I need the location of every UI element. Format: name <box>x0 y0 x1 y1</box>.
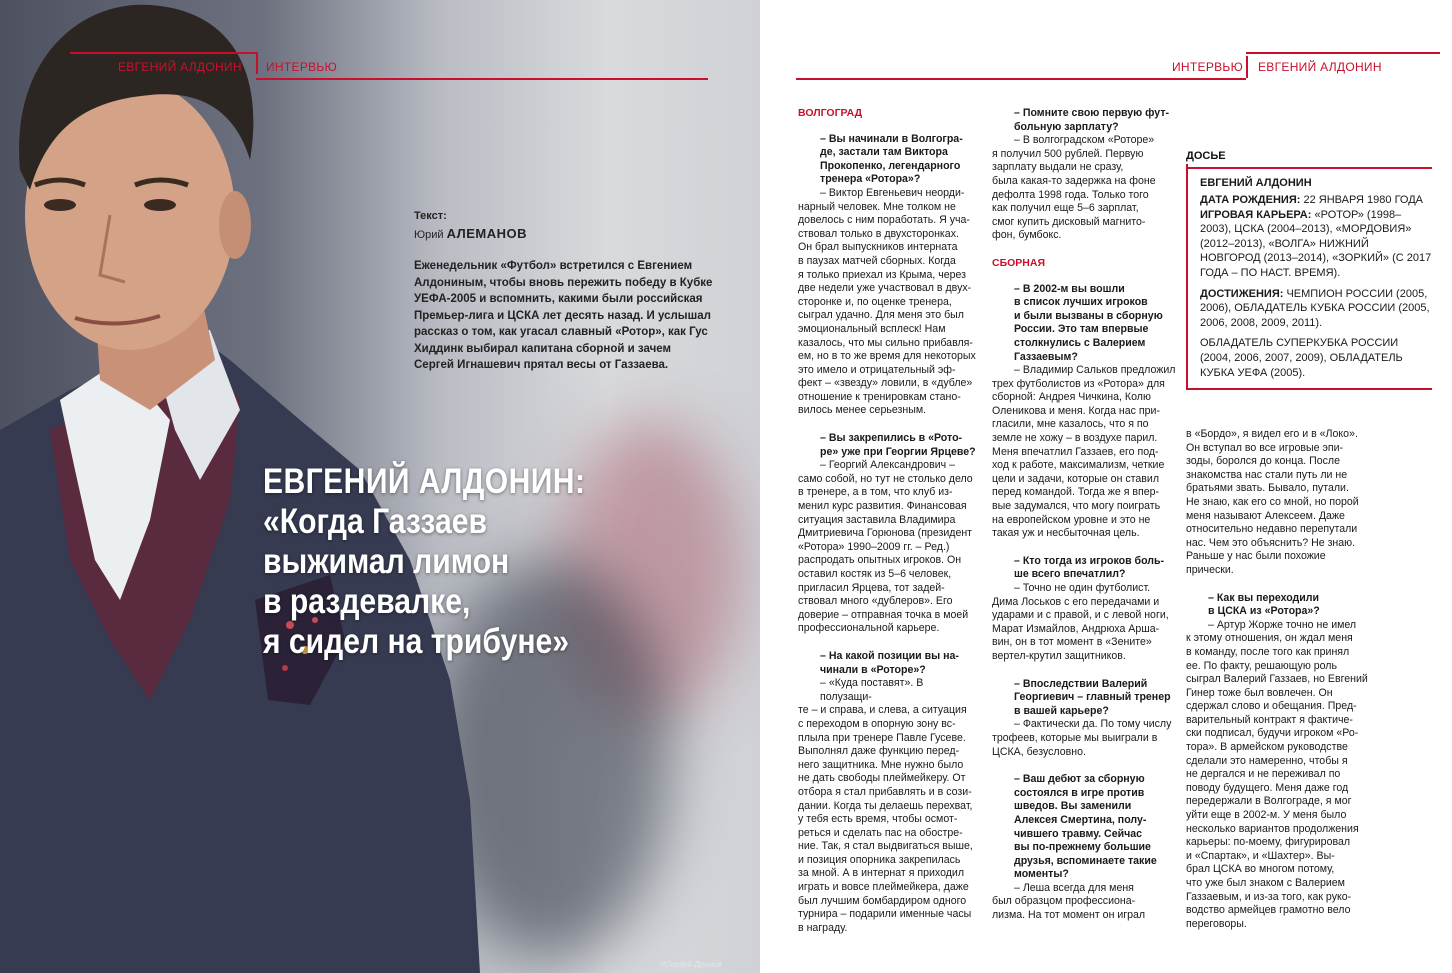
dossier-career <box>1200 208 1432 281</box>
block-gap <box>798 636 978 650</box>
text-line: варительный контракт я фактиче- <box>1186 713 1353 726</box>
text-line: оставил костяк из 5–6 человек, <box>798 568 952 580</box>
dossier-supercup: ОБЛАДАТЕЛЬ СУПЕРКУБКА РОССИИ (2004, 2006, 2007, 2009), ОБЛАДАТЕЛЬ КУБКА УЕФА (2005). <box>1200 337 1403 379</box>
text-line: – «Куда поставят». В полузащи- <box>820 677 924 703</box>
text-line: Прокопенко, легендарного <box>820 159 961 172</box>
interview-answer <box>992 882 1178 923</box>
interview-answer <box>798 677 978 935</box>
text-line: – Вы начинали в Волгогра- <box>820 132 963 145</box>
text-column-3 <box>1186 428 1386 945</box>
text-line: доверие – отправная точка в моей <box>798 608 969 621</box>
interview-answer <box>992 582 1178 664</box>
text-line: Не знаю, как его со мной, но порой <box>1186 495 1359 508</box>
text-line: ее. По факту, решающую роль <box>1186 659 1337 672</box>
text-line: относительно недавно перепутали <box>1186 523 1358 536</box>
block-gap <box>992 759 1178 773</box>
text-line: был образцом профессиона- <box>992 895 1136 908</box>
interview-answer-continuation <box>1186 428 1386 578</box>
dossier-birth-value: 22 ЯНВАРЯ 1980 ГОДА <box>1303 194 1424 206</box>
text-line: ше всего впечатлил? <box>1014 568 1126 581</box>
dossier-career-label: ИГРОВАЯ КАРЬЕРА: <box>1200 208 1312 221</box>
dossier-box <box>1186 150 1432 380</box>
header-tag-name: ЕВГЕНИЙ АЛДОНИН <box>1258 60 1382 74</box>
headline-name: ЕВГЕНИЙ АЛДОНИН: <box>263 462 586 501</box>
text-line: поводу будущего. Меня даже год <box>1186 781 1349 794</box>
text-line: сыграл удачно. Для меня это был <box>798 309 964 322</box>
text-line: ние. Так, я стал выдвигаться выше, <box>798 840 973 853</box>
dossier-achievements-label: ДОСТИЖЕНИЯ: <box>1200 287 1284 300</box>
right-page <box>760 0 1452 973</box>
text-line: играть и вовсе плеймейкера, даже <box>798 881 969 894</box>
header-separator <box>256 52 258 74</box>
block-gap <box>992 541 1178 555</box>
byline-author <box>414 225 527 244</box>
text-line: фон, бумбокс. <box>992 229 1062 242</box>
interview-question <box>798 133 978 187</box>
interview-answer <box>798 187 978 418</box>
text-line: в паузах матчей сборных. Когда <box>798 254 956 267</box>
dossier-title: ДОСЬЕ <box>1186 150 1226 162</box>
text-line: – В волгоградском «Роторе» <box>1014 134 1155 147</box>
block-gap <box>798 935 978 949</box>
text-line: – Виктор Евгеньевич неорди- <box>820 186 965 199</box>
text-line: лизма. На тот момент он играл <box>992 909 1146 922</box>
text-line: ход к работе, максимализм, четкие <box>992 459 1165 472</box>
text-line: в награду. <box>798 921 848 934</box>
text-line: Раньше у нас были похожие <box>1186 550 1326 563</box>
headline-quote-line: в раздевалке, <box>263 582 471 621</box>
text-line: и «Спартак», и «Шахтер». Вы- <box>1186 849 1335 862</box>
text-line: Газзаевым, и из-за того, как руко- <box>1186 890 1352 903</box>
text-line: дании. Когда ты делаешь перехват, <box>798 799 973 812</box>
text-line: зоды, боролся до конца. После <box>1186 455 1340 468</box>
text-line: – Артур Жорже точно не имел <box>1208 618 1357 631</box>
block-gap <box>1186 578 1386 592</box>
text-line: – Как вы переходили <box>1208 591 1320 604</box>
text-line: передержали в Волгограде, я мог <box>1186 795 1352 808</box>
text-line: дефолта 1998 года. Только того <box>992 188 1149 201</box>
text-line: состоялся в игре против <box>1014 786 1145 799</box>
dossier-birth <box>1200 193 1432 208</box>
dossier-achievements-value: ЧЕМПИОН РОССИИ (2005, 2006), ОБЛАДАТЕЛЬ КУБКА РОССИИ (2005, 2006, 2008, 2009, 2011). <box>1200 287 1430 329</box>
text-line: больную зарплату? <box>1014 120 1119 133</box>
header-tag-name: ЕВГЕНИЙ АЛДОНИН <box>118 60 242 74</box>
text-line: – Фактически да. По тому числу <box>1014 718 1172 731</box>
interview-question <box>992 773 1178 882</box>
text-line: ем, но в то же время для некоторых <box>798 350 976 363</box>
text-line: сборной: Андрея Чичкина, Колю <box>992 391 1151 404</box>
headline <box>263 462 676 662</box>
text-line: сделали это намеренно, чтобы я <box>1186 754 1348 767</box>
dossier-birth-label: ДАТА РОЖДЕНИЯ: <box>1200 194 1301 206</box>
text-line: – Помните свою первую фут- <box>1014 107 1170 119</box>
text-line: – Леша всегда для меня <box>1014 881 1134 894</box>
text-line: де, застали там Виктора <box>820 146 948 159</box>
text-line: вертел-крутил защитников. <box>992 649 1126 662</box>
text-line: такая уж и несбыточная цель. <box>992 527 1140 540</box>
text-line: отбора я стал прибавлять и в сози- <box>798 785 972 798</box>
text-line: вы по-прежнему большие <box>1014 841 1151 854</box>
headline-quote-line: я сидел на трибуне» <box>263 622 570 661</box>
text-line: Он брал выпускников интерната <box>798 241 958 254</box>
text-line: трофеев, которые мы выиграли в <box>992 731 1158 744</box>
author-first-name: Юрий <box>414 229 444 241</box>
text-line: ствовал много «дублеров». Его <box>798 595 953 608</box>
text-line: Дмитриевича Горюнова (президент <box>798 527 973 540</box>
text-line: Оленикова и меня. Когда нас при- <box>992 404 1160 417</box>
text-line: тора». В армейском руководстве <box>1186 741 1348 754</box>
text-line: знакомства нас стали путь ли не <box>1186 468 1348 481</box>
text-line: ре» уже при Георгии Ярцеве? <box>820 445 976 458</box>
text-line: ситуация заставила Владимира <box>798 513 956 526</box>
text-line: довелось с ним поработать. Я уча- <box>798 214 970 227</box>
text-line: Дима Лоськов с его передачами и <box>992 595 1160 608</box>
text-line: ЦСКА, безусловно. <box>992 745 1086 758</box>
header-rule <box>796 78 1246 80</box>
text-line: прически. <box>1186 563 1234 576</box>
interview-question <box>798 432 978 459</box>
dossier-side-rule <box>1186 164 1188 390</box>
header-rule <box>256 78 708 80</box>
text-line: вилось менее серьезным. <box>798 404 927 417</box>
text-line: ски подписал, будучи игроком «Ро- <box>1186 727 1359 740</box>
text-line: пригласил Ярцева, тот задей- <box>798 581 945 594</box>
text-line: – На какой позиции вы на- <box>820 649 959 662</box>
text-line: «Ротора» 1990–2009 гг. – Ред.) <box>798 540 950 553</box>
text-line: зарплату выдали не сразу, <box>992 161 1124 174</box>
text-line: – Владимир Сальков предложил <box>1014 364 1176 377</box>
headline-quote <box>263 502 760 662</box>
text-line: столкнулись с Валерием <box>1014 336 1146 349</box>
text-line: несколько вариантов продолжения <box>1186 822 1359 835</box>
text-line: водство армейцев грамотно вело <box>1186 904 1351 917</box>
text-line: меня называют Алексеем. Даже <box>1186 509 1345 522</box>
block-gap <box>992 664 1178 678</box>
text-line: не дать свободы плеймейкеру. От <box>798 772 966 785</box>
text-line: – Кто тогда из игроков боль- <box>1014 554 1165 567</box>
text-line: гласили, мне казалось, что я по <box>992 418 1149 431</box>
text-line: – Вы закрепились в «Рото- <box>820 432 963 445</box>
text-line: Меня впечатлил Газзаев, его под- <box>992 445 1159 458</box>
text-line: у тебя есть время, чтобы осмот- <box>798 813 958 826</box>
text-line: была какая-то задержка на фоне <box>992 174 1156 187</box>
text-line: эмоциональный всплеск! Нам <box>798 322 946 335</box>
interview-answer <box>992 364 1178 541</box>
interview-question <box>992 678 1178 719</box>
header-rule <box>70 52 256 54</box>
text-line: уйти еще в 2002-м. У меня было <box>1186 809 1347 822</box>
text-line: турнира – подарили именные часы <box>798 908 972 921</box>
text-line: сдержал слово и обещания. Пред- <box>1186 700 1357 713</box>
text-line: в «Бордо», я видел его и в «Локо». <box>1186 428 1358 440</box>
dossier-achievements <box>1200 287 1432 331</box>
text-line: трех футболистов из «Ротора» для <box>992 377 1165 390</box>
text-line: распродать опытных игроков. Он <box>798 554 962 567</box>
header-tag-section: ИНТЕРВЬЮ <box>1172 60 1244 74</box>
interview-question <box>992 107 1178 134</box>
text-line: в команду, после того как принял <box>1186 645 1350 658</box>
text-line: к этому отношения, он ждал меня <box>1186 632 1353 645</box>
text-line: тренера «Ротора»? <box>820 173 921 186</box>
text-line: плыла при тренере Павле Гусеве. <box>798 731 966 744</box>
section-heading: СБОРНАЯ <box>992 256 1046 269</box>
text-line: что уже был знаком с Валерием <box>1186 877 1345 889</box>
text-line: это имело и отрицательный эф- <box>798 363 956 376</box>
photo-credit: //Сергей Дронов <box>660 960 722 969</box>
dossier-bottom-rule <box>1186 388 1432 390</box>
text-line: чившего травму. Сейчас <box>1014 827 1143 840</box>
author-last-name: АЛЕМАНОВ <box>446 226 528 241</box>
text-line: Газзаевым? <box>1014 350 1078 363</box>
text-line: менил курс развития. Финансовая <box>798 500 967 513</box>
block-gap <box>798 418 978 432</box>
text-line: сторонке и, по оценке тренера, <box>798 295 952 308</box>
text-line: в вашей карьере? <box>1014 704 1109 717</box>
text-line: смог купить дисковый магнито- <box>992 215 1146 228</box>
interview-answer <box>992 134 1178 243</box>
text-line: и позиция опорника закрепилась <box>798 853 961 866</box>
text-line: фект – «звезду» ловили, в «дубле» <box>798 377 973 390</box>
text-line: Георгиевич – главный тренер <box>1014 691 1171 704</box>
interview-question <box>992 283 1178 365</box>
text-column-2 <box>992 107 1178 937</box>
text-line: с переходом в опорную зону вс- <box>798 717 956 730</box>
text-line: нарный человек. Мне толком не <box>798 200 956 213</box>
headline-quote-line: «Когда Газзаев <box>263 502 487 541</box>
dossier-name: ЕВГЕНИЙ АЛДОНИН <box>1200 177 1312 189</box>
interview-answer <box>798 459 978 636</box>
text-line: я только приехал из Крыма, через <box>798 268 967 281</box>
text-line: – Ваш дебют за сборную <box>1014 773 1145 786</box>
text-line: профессиональной карьере. <box>798 622 940 635</box>
text-line: цели и задачи, которые он ставил <box>992 472 1160 485</box>
dossier-rule <box>1186 167 1432 169</box>
text-line: Он вступал во все игровые эпи- <box>1186 441 1344 454</box>
text-line: перед командой. Тогда же я впер- <box>992 486 1160 499</box>
text-line: нас. Чем это объяснить? Не знаю. <box>1186 536 1356 549</box>
text-column-1 <box>798 107 978 949</box>
text-line: Марат Измайлов, Андрюха Арша- <box>992 622 1160 635</box>
text-line: в список лучших игроков <box>1014 296 1148 309</box>
text-line: реться и сделать пас на обостре- <box>798 826 963 839</box>
text-line: в тренере, а в том, что клуб из- <box>798 486 953 499</box>
block-gap <box>992 243 1178 257</box>
text-line: сыграл Валерий Газзаев, но Евгений <box>1186 673 1368 686</box>
text-line: России. Это там впервые <box>1014 323 1149 336</box>
byline <box>414 208 527 244</box>
text-line: друзья, вспоминаете такие <box>1014 854 1157 867</box>
interview-answer <box>992 718 1178 759</box>
text-line: братьями звать. Бывало, путали. <box>1186 482 1349 495</box>
text-line: на европейском уровне и это не <box>992 513 1151 526</box>
text-line: брал ЦСКА во многом потому, <box>1186 863 1335 876</box>
text-line: две недели уже участвовал в двух- <box>798 282 972 295</box>
text-line: Гинер тоже был вовлечен. Он <box>1186 686 1333 699</box>
text-line: ствовал только в двухсторонках. <box>798 227 959 240</box>
text-line: за мной. А в интернат я приходил <box>798 867 965 880</box>
text-line: Алексея Смертина, полу- <box>1014 813 1147 826</box>
header-rule <box>1246 52 1440 54</box>
lead-paragraph: Еженедельник «Футбол» встретился с Евгением Алдониным, чтобы вновь пережить победу в Кубке УЕФА-2005 и вспомнить, какими были российская Премьер-лига и ЦСКА лет десять назад. И услышал рассказ о том, как угасал славный «Ротор», как Гус Хиддинк выбирал капитана сборной и зачем Сергей Игнашевич прятал весы от Газзаева. <box>414 260 713 371</box>
byline-label: Текст: <box>414 210 447 222</box>
text-line: вые задумался, что могу поиграть <box>992 500 1161 513</box>
text-line: вин, он в тот момент в «Зените» <box>992 636 1152 649</box>
text-line: чинали в «Роторе»? <box>820 663 926 676</box>
text-line: переговоры. <box>1186 917 1247 930</box>
text-line: был лучшим бомбардиром одного <box>798 894 967 907</box>
text-line: него защитника. Мне нужно было <box>798 758 964 771</box>
text-line: Выполнял даже функцию перед- <box>798 745 960 758</box>
text-line: отношение к тренировкам стано- <box>798 390 961 403</box>
text-line: – Точно не один футболист. <box>1014 582 1151 594</box>
interview-answer <box>1186 619 1386 932</box>
text-line: ударами и с правой, и с левой ноги, <box>992 609 1169 622</box>
text-line: я получил 500 рублей. Первую <box>992 147 1144 160</box>
text-line: в ЦСКА из «Ротора»? <box>1208 605 1320 618</box>
text-line: как получил еще 5–6 зарплат, <box>992 202 1139 215</box>
text-line: моменты? <box>1014 868 1069 881</box>
text-line: – В 2002-м вы вошли <box>1014 282 1125 295</box>
headline-quote-line: выжимал лимон <box>263 542 510 581</box>
text-line: – Георгий Александрович – <box>820 459 955 472</box>
interview-question <box>1186 592 1386 619</box>
text-line: шведов. Вы заменили <box>1014 800 1132 813</box>
block-gap <box>1186 931 1386 945</box>
interview-question <box>798 650 978 677</box>
block-gap <box>992 923 1178 937</box>
text-line: земле не хожу – в воздухе парил. <box>992 432 1158 445</box>
text-line: те – и справа, и слева, а ситуация <box>798 704 967 717</box>
header-tag-section: ИНТЕРВЬЮ <box>266 60 338 74</box>
dossier-career-value: «РОТОР» (1998–2003), ЦСКА (2004–2013), «МОРДОВИЯ» (2012–2013), «ВОЛГА» НИЖНИЙ НОВГОРОД (2013–2014), «ЗОРКИЙ» (С 2017 ГОДА – ПО НАСТ. ВРЕМЯ). <box>1200 208 1432 279</box>
text-line: – Впоследствии Валерий <box>1014 677 1148 690</box>
section-heading: ВОЛГОГРАД <box>798 107 863 119</box>
text-line: не дергался и не переживал по <box>1186 768 1341 781</box>
interview-question <box>992 555 1178 582</box>
header-separator <box>1246 56 1248 78</box>
text-line: и были вызваны в сборную <box>1014 309 1163 322</box>
dossier-body <box>1200 193 1432 380</box>
text-line: само собой, но тут не столько дело <box>798 472 973 485</box>
text-line: карьеры: по-моему, фигурировал <box>1186 836 1351 849</box>
text-line: казалось, что мы сильно прибавля- <box>798 336 973 349</box>
